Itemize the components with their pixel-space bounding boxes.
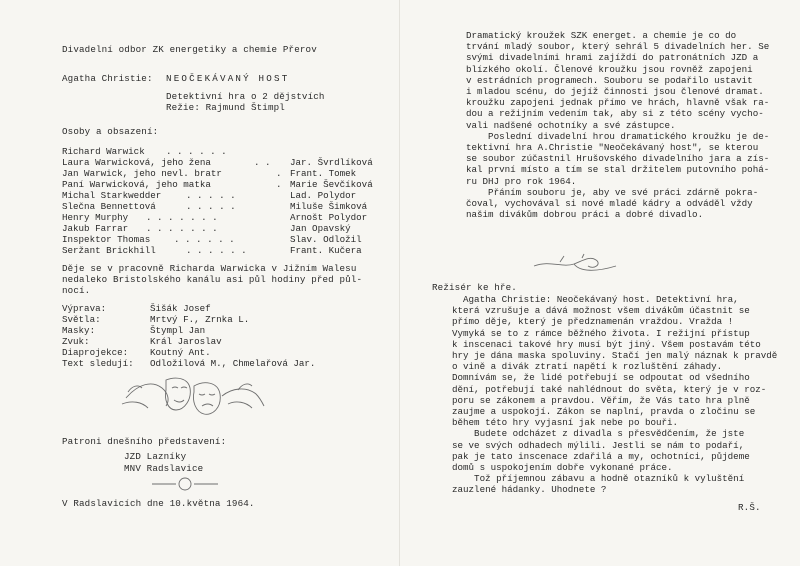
text-line: kroužku zapojeni jednak přímo ve hrách, hlavně však ra- — [466, 97, 770, 109]
cast-dots: . . . . . . — [186, 245, 247, 256]
text-line: během této hry vyjasní jak nebe po bouři. — [452, 417, 679, 429]
text-line: čoval, vychovával si nové mladé kádry a odváděl vždy — [466, 198, 753, 210]
text-line: se soubor zúčastnil Hrušovského divadelního jara a zís- — [466, 153, 770, 165]
ensemble-intro — [466, 30, 770, 221]
ring-ornament — [150, 474, 220, 494]
crew-value: Odložilová M., Chmelařová Jar. — [150, 358, 316, 369]
crew-value: Mrtvý F., Zrnka L. — [150, 314, 250, 325]
crew-value: Šišák Josef — [150, 303, 211, 314]
cast-role: Seržant Brickhill — [62, 245, 156, 256]
text-line: Přáním souboru je, aby ve své práci zdárně pokra- — [466, 186, 759, 198]
text-line: domů s uspokojením dobře vykonané práce. — [452, 462, 673, 474]
cast-dots: . — [276, 168, 282, 179]
play-title: NEOČEKÁVANÝ HOST — [166, 73, 290, 84]
text-line: zaujme a uspokojí. Zákon se naplní, pravda o zločinu se — [452, 406, 756, 418]
cast-row — [62, 179, 373, 190]
cast-row — [62, 146, 362, 157]
text-line: blízkého okolí. Členové kroužku jsou rovněž zapojeni — [466, 63, 753, 75]
cast-dots: . . . . . — [186, 201, 236, 212]
text-line: ru DHJ pro rok 1964. — [466, 175, 577, 187]
setting-line: nocí. — [62, 285, 91, 296]
cast-dots: . . . . . . . — [146, 212, 218, 223]
play-subtitle: Detektivní hra o 2 dějstvích — [166, 91, 325, 102]
director-note — [452, 294, 778, 496]
flourish-ornament — [530, 252, 620, 276]
text-line: Dramatický kroužek SZK energet. a chemie je co do — [466, 30, 737, 41]
text-line: Domnívám se, že lidé potřebují se odpoutat od všedního — [452, 372, 750, 384]
place-and-date: V Radslavicích dne 10.května 1964. — [62, 498, 255, 509]
cast-row — [62, 223, 362, 234]
organization-header: Divadelní odbor ZK energetiky a chemie Přerov — [62, 44, 317, 55]
text-line: Tož příjemnou zábavu a hodně otazníků k vyluštění — [452, 473, 745, 485]
cast-dots: . . — [254, 157, 271, 168]
cast-role: Laura Warwicková, jeho žena — [62, 157, 211, 168]
setting-line: nedaleko Bristolského kanálu asi půl hodiny před půl- — [62, 274, 363, 285]
crew-label: Světla: — [62, 314, 101, 325]
text-line: hry je dána maska spoluviny. Stačí jen malý náznak k pravdě — [452, 350, 778, 362]
cast-row — [62, 245, 362, 256]
cast-role: Michal Starkwedder — [62, 190, 162, 201]
text-line: tektivní hra A.Christie "Neočekávaný host", se kterou — [466, 142, 759, 154]
crew-value: Král Jaroslav — [150, 336, 222, 347]
text-line: svými divadelními hrami zajíždí do patronátních JZD a — [466, 52, 759, 64]
cast-dots: . — [276, 179, 282, 190]
crew-value: Koutný Ant. — [150, 347, 211, 358]
cast-dots: . . . . . . . — [146, 223, 218, 234]
cast-role: Jan Warwick, jeho nevl. bratr — [62, 168, 222, 179]
cast-actor: Miluše Šimková — [290, 201, 368, 212]
setting-line: Děje se v pracovně Richarda Warwicka v Jižním Walesu — [62, 263, 357, 274]
text-line: Vymyká se to z rámce běžného života. I režijní přístup — [452, 327, 750, 339]
cast-actor: Jan Opavský — [290, 223, 351, 234]
cast-row — [62, 234, 362, 245]
cast-role: Inspektor Thomas — [62, 234, 151, 245]
text-line: kal první místo a tím se stal držitelem putovního pohá- — [466, 164, 770, 176]
text-line: Budete odcházet z divadla s přesvědčením, že jste — [452, 428, 745, 440]
cast-row — [62, 168, 362, 179]
theater-masks-ornament — [118, 366, 268, 424]
text-line: přímo děje, který je předznamenán vraždou. Vražda ! — [452, 316, 734, 328]
cast-actor: Marie Ševčíková — [290, 179, 373, 190]
crew-label: Zvuk: — [62, 336, 90, 347]
crew-label: Výprava: — [62, 303, 107, 314]
cast-heading: Osoby a obsazení: — [62, 126, 159, 137]
cast-role: Slečna Bennettová — [62, 201, 156, 212]
text-line: v estrádních programech. Souboru se podařilo ustavit — [466, 74, 753, 86]
cast-row — [62, 212, 368, 223]
cast-actor: Slav. Odložil — [290, 234, 362, 245]
cast-actor: Arnošt Polydor — [290, 212, 368, 223]
text-line: o vině a divák ztratí napětí k rozluštění záhady. — [452, 361, 723, 373]
cast-role: Paní Warwicková, jeho matka — [62, 179, 211, 190]
text-line: našim divákům dobrou práci a dobré divadlo. — [466, 209, 704, 221]
cast-dots: . . . . . . — [166, 146, 227, 157]
text-line: vali nadšené ochotníky a své zástupce. — [466, 119, 676, 131]
text-line: pak je tato inscenace zdařilá a my, ochotníci, půjdeme — [452, 450, 750, 462]
text-line: Poslední divadelní hrou dramatického kroužku je de- — [466, 130, 770, 142]
text-line: dění, potřebují také nahlédnout do světa, který je v roz- — [452, 383, 767, 395]
patron-item: JZD Lazníky — [124, 451, 187, 462]
text-line: dou a režijním vedením tak, aby si z této scény vycho- — [466, 108, 764, 120]
cast-actor: Lad. Polydor — [290, 190, 357, 201]
cast-row — [62, 190, 362, 201]
patrons-heading: Patroni dnešního představení: — [62, 436, 227, 447]
patron-item: MNV Radslavice — [124, 463, 204, 474]
author-initials: R.Š. — [738, 502, 761, 513]
text-line: se ve svých odhadech mýlili. Jestli se nám to podaří, — [452, 439, 745, 451]
director-credit: Režie: Rajmund Štimpl — [166, 102, 285, 113]
crew-label: Text sledují: — [62, 358, 134, 369]
text-line: Agatha Christie: Neočekávaný host. Detektivní hra, — [452, 294, 739, 305]
text-line: zauzlené hádanky. Uhodnete ? — [452, 484, 607, 496]
cast-actor: Frant. Kučera — [290, 245, 362, 256]
cast-row — [62, 157, 373, 168]
author-prefix: Agatha Christie: — [62, 73, 153, 84]
text-line: k inscenaci takové hry musí být jiný. Všem postavám této — [452, 338, 761, 350]
cast-actor: Frant. Tomek — [290, 168, 357, 179]
cast-role: Jakub Farrar — [62, 223, 129, 234]
cast-dots: . . . . . — [186, 190, 236, 201]
text-line: poru se zákonem a pravdou. Věřím, že Vás tato hra plně — [452, 394, 750, 406]
cast-role: Henry Murphy — [62, 212, 129, 223]
text-line: i mladou scénu, do jejíž činnosti jsou členové dramat. — [466, 86, 764, 98]
cast-row — [62, 201, 368, 212]
text-line: která vzrušuje a dává možnost všem divákům účastnit se — [452, 305, 750, 317]
cast-dots: . . . . . . — [174, 234, 235, 245]
text-line: trvání mladý soubor, který sehrál 5 divadelních her. Se — [466, 41, 770, 53]
cast-actor: Jar. Švrdlíková — [290, 157, 373, 168]
cast-role: Richard Warwick — [62, 146, 145, 157]
director-note-heading: Režisér ke hře. — [432, 282, 517, 293]
crew-label: Masky: — [62, 325, 96, 336]
crew-label: Diaprojekce: — [62, 347, 129, 358]
crew-value: Štympl Jan — [150, 325, 206, 336]
